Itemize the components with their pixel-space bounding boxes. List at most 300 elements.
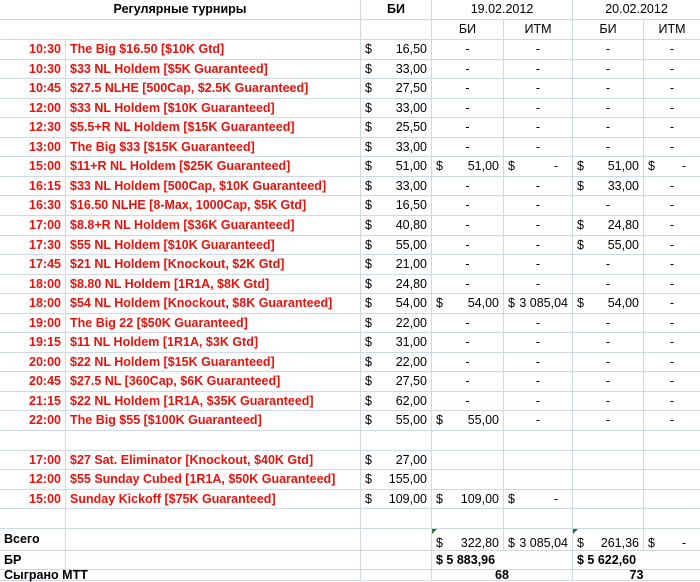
day2-itm-cell[interactable] [644, 392, 700, 411]
blank-cell[interactable] [66, 529, 361, 551]
cell-value: 16,50 [395, 198, 427, 212]
day2-itm-cell[interactable] [644, 294, 700, 314]
day1-itm-cell[interactable] [504, 275, 573, 294]
tournament-time[interactable]: 21:15 [0, 392, 66, 411]
currency-symbol: $ [365, 453, 372, 467]
cell-value: - [681, 536, 686, 550]
day1-bi-cell[interactable] [432, 60, 504, 79]
tournament-name[interactable]: $33 NL Holdem [$5K Guaranteed] [66, 60, 361, 79]
tournament-name[interactable]: Sunday Kickoff [$75K Guaranteed] [66, 490, 361, 509]
cell-value: 54,00 [607, 296, 639, 310]
day2-itm-cell[interactable] [644, 177, 700, 196]
currency-symbol: $ [648, 536, 655, 550]
mtt-day1[interactable]: 68 [432, 570, 573, 581]
tournament-time[interactable]: 17:30 [0, 236, 66, 255]
currency-symbol: $ [436, 159, 443, 173]
tournament-name[interactable]: $54 NL Holdem [Knockout, $8K Guaranteed] [66, 294, 361, 314]
cell-value: 51,00 [395, 159, 427, 173]
buyin-cell[interactable] [361, 314, 432, 333]
currency-symbol: $ [365, 316, 372, 330]
mtt-label[interactable]: Сыграно МТТ [0, 570, 361, 581]
currency-symbol: $ [436, 492, 443, 506]
empty-cell[interactable] [644, 470, 700, 490]
cell-value: - [669, 335, 675, 349]
tournament-time[interactable]: 22:00 [0, 411, 66, 431]
cell-value: 33,00 [607, 179, 639, 193]
currency-symbol: $ [365, 218, 372, 232]
tournament-time[interactable]: 12:00 [0, 99, 66, 118]
empty-cell[interactable] [432, 451, 504, 470]
blank-cell[interactable] [361, 570, 432, 581]
tournament-name[interactable]: The Big $16.50 [$10K Gtd] [66, 40, 361, 60]
cell-value: - [605, 42, 611, 56]
day2-bi-cell[interactable] [573, 255, 644, 275]
day1-bi-cell[interactable] [432, 333, 504, 353]
header-date-1[interactable]: 19.02.2012 [432, 0, 573, 20]
cell-value: - [465, 355, 470, 369]
day1-itm-cell[interactable] [504, 79, 573, 99]
cell-value: 40,80 [395, 218, 427, 232]
day2-itm-cell[interactable] [644, 99, 700, 118]
header-bi[interactable]: БИ [361, 0, 432, 20]
cell-value: - [669, 81, 675, 95]
tournament-name[interactable]: The Big $55 [$100K Guaranteed] [66, 411, 361, 431]
day1-itm-cell[interactable] [504, 99, 573, 118]
buyin-cell[interactable] [361, 236, 432, 255]
br-day2[interactable]: $ 5 622,60 [573, 551, 700, 570]
tournament-name[interactable]: $33 NL Holdem [$10K Guaranteed] [66, 99, 361, 118]
day2-bi-cell[interactable] [573, 157, 644, 177]
cell-value: 55,00 [395, 238, 427, 252]
currency-symbol: $ [365, 101, 372, 115]
day1-bi-cell[interactable] [432, 79, 504, 99]
blank-cell[interactable] [66, 551, 361, 570]
day1-itm-cell[interactable] [504, 138, 573, 157]
cell-value: - [535, 218, 541, 232]
header-blank[interactable] [361, 20, 432, 40]
blank-cell[interactable] [644, 431, 700, 451]
buyin-cell[interactable] [361, 255, 432, 275]
buyin-cell[interactable] [361, 333, 432, 353]
cell-value: - [669, 140, 675, 154]
tournament-name[interactable]: $55 Sunday Cubed [1R1A, $50K Guaranteed] [66, 470, 361, 490]
buyin-cell[interactable] [361, 294, 432, 314]
cell-value: - [465, 81, 470, 95]
empty-cell[interactable] [504, 470, 573, 490]
currency-symbol: $ [577, 238, 584, 252]
empty-cell[interactable] [644, 451, 700, 470]
empty-cell[interactable] [573, 490, 644, 509]
day1-bi-cell[interactable] [432, 40, 504, 60]
day2-itm-cell[interactable] [644, 196, 700, 216]
empty-cell[interactable] [573, 451, 644, 470]
day1-bi-cell[interactable] [432, 216, 504, 236]
empty-cell[interactable] [644, 490, 700, 509]
day1-bi-cell[interactable] [432, 236, 504, 255]
currency-symbol: $ [365, 42, 372, 56]
buyin-cell[interactable] [361, 79, 432, 99]
header-blank[interactable] [0, 20, 361, 40]
day1-bi-cell[interactable] [432, 196, 504, 216]
cell-value: - [535, 413, 541, 427]
day1-bi-cell[interactable] [432, 314, 504, 333]
day2-itm-cell[interactable] [644, 333, 700, 353]
buyin-cell[interactable] [361, 372, 432, 392]
tournament-name[interactable]: $27 Sat. Eliminator [Knockout, $40K Gtd] [66, 451, 361, 470]
tournament-name[interactable]: $22 NL Holdem [1R1A, $35K Guaranteed] [66, 392, 361, 411]
cell-value: 54,00 [467, 296, 499, 310]
buyin-cell[interactable] [361, 40, 432, 60]
tournament-time[interactable]: 15:00 [0, 490, 66, 509]
day2-itm-cell[interactable] [644, 60, 700, 79]
mtt-day2[interactable]: 73 [573, 570, 700, 581]
header-sub-bi[interactable]: БИ [432, 20, 504, 40]
header-sub-bi[interactable]: БИ [573, 20, 644, 40]
tournament-time[interactable]: 13:00 [0, 138, 66, 157]
tournament-time[interactable]: 10:30 [0, 60, 66, 79]
blank-cell[interactable] [66, 431, 361, 451]
day2-bi-cell[interactable] [573, 333, 644, 353]
blank-cell[interactable] [432, 509, 504, 529]
tournament-name[interactable]: $5.5+R NL Holdem [$15K Guaranteed] [66, 118, 361, 138]
day1-bi-cell[interactable] [432, 392, 504, 411]
blank-cell[interactable] [361, 551, 432, 570]
day2-bi-cell[interactable] [573, 40, 644, 60]
day2-bi-cell[interactable] [573, 353, 644, 372]
cell-value: - [605, 316, 611, 330]
buyin-cell[interactable] [361, 60, 432, 79]
currency-symbol: $ [365, 374, 372, 388]
day2-bi-cell[interactable] [573, 196, 644, 216]
blank-cell[interactable] [504, 509, 573, 529]
cell-value: - [535, 120, 541, 134]
cell-value: - [535, 335, 541, 349]
br-label[interactable]: БР [0, 551, 66, 570]
currency-symbol: $ [365, 198, 372, 212]
cell-value: 155,00 [388, 472, 427, 486]
tournament-time[interactable]: 12:00 [0, 470, 66, 490]
day1-itm-cell[interactable] [504, 196, 573, 216]
day1-itm-cell[interactable] [504, 60, 573, 79]
day1-bi-cell[interactable] [432, 411, 504, 431]
currency-symbol: $ [365, 394, 372, 408]
total-day1-bi[interactable] [432, 529, 504, 551]
buyin-cell[interactable] [361, 138, 432, 157]
day1-itm-cell[interactable] [504, 118, 573, 138]
cell-value: - [465, 218, 470, 232]
buyin-cell[interactable] [361, 157, 432, 177]
day1-itm-cell[interactable] [504, 236, 573, 255]
blank-cell[interactable] [66, 509, 361, 529]
day2-bi-cell[interactable] [573, 275, 644, 294]
cell-value: - [535, 257, 541, 271]
day2-bi-cell[interactable] [573, 392, 644, 411]
cell-value: 22,00 [395, 316, 427, 330]
tournament-time[interactable]: 17:45 [0, 255, 66, 275]
cell-value: - [465, 62, 470, 76]
cell-value: 55,00 [607, 238, 639, 252]
cell-value: - [535, 140, 541, 154]
tournament-time[interactable]: 20:00 [0, 353, 66, 372]
cell-value: 27,00 [395, 453, 427, 467]
cell-value: - [669, 316, 675, 330]
day1-bi-cell[interactable] [432, 157, 504, 177]
cell-value: - [465, 394, 470, 408]
day2-itm-cell[interactable] [644, 255, 700, 275]
buyin-cell[interactable] [361, 451, 432, 470]
cell-value: - [553, 492, 558, 506]
tournament-name[interactable]: $8.80 NL Holdem [1R1A, $8K Gtd] [66, 275, 361, 294]
day2-bi-cell[interactable] [573, 99, 644, 118]
cell-value: - [605, 257, 611, 271]
header-date-2[interactable]: 20.02.2012 [573, 0, 700, 20]
buyin-cell[interactable] [361, 216, 432, 236]
cell-value: - [465, 179, 470, 193]
cell-value: 62,00 [395, 394, 427, 408]
cell-value: - [669, 62, 675, 76]
day2-itm-cell[interactable] [644, 353, 700, 372]
tournament-time[interactable]: 17:00 [0, 451, 66, 470]
buyin-cell[interactable] [361, 99, 432, 118]
blank-cell[interactable] [644, 509, 700, 529]
cell-value: - [465, 257, 470, 271]
currency-symbol: $ [508, 536, 515, 550]
currency-symbol: $ [577, 536, 584, 550]
day1-itm-cell[interactable] [504, 372, 573, 392]
tournament-name[interactable]: $33 NL Holdem [500Cap, $10K Guaranteed] [66, 177, 361, 196]
cell-value: 55,00 [395, 413, 427, 427]
day1-bi-cell[interactable] [432, 99, 504, 118]
blank-cell[interactable] [573, 431, 644, 451]
cell-value: - [605, 413, 611, 427]
currency-symbol: $ [365, 296, 372, 310]
blank-cell[interactable] [361, 431, 432, 451]
day1-itm-cell[interactable] [504, 411, 573, 431]
tournament-time[interactable]: 16:15 [0, 177, 66, 196]
tournament-time[interactable]: 18:00 [0, 275, 66, 294]
day2-itm-cell[interactable] [644, 138, 700, 157]
buyin-cell[interactable] [361, 177, 432, 196]
cell-value: - [535, 316, 541, 330]
buyin-cell[interactable] [361, 490, 432, 509]
tournament-name[interactable]: The Big 22 [$50K Guaranteed] [66, 314, 361, 333]
tournament-name[interactable]: $21 NL Holdem [Knockout, $2K Gtd] [66, 255, 361, 275]
blank-cell[interactable] [361, 529, 432, 551]
tournament-name[interactable]: $27.5 NLHE [500Cap, $2.5K Guaranteed] [66, 79, 361, 99]
currency-symbol: $ [648, 159, 655, 173]
cell-value: - [669, 120, 675, 134]
currency-symbol: $ [365, 335, 372, 349]
buyin-cell[interactable] [361, 275, 432, 294]
cell-value: - [669, 296, 675, 310]
day1-itm-cell[interactable] [504, 255, 573, 275]
empty-cell[interactable] [573, 470, 644, 490]
day2-bi-cell[interactable] [573, 411, 644, 431]
day2-bi-cell[interactable] [573, 314, 644, 333]
total-day2-bi[interactable] [573, 529, 644, 551]
blank-cell[interactable] [361, 509, 432, 529]
tournament-name[interactable]: $22 NL Holdem [$15K Guaranteed] [66, 353, 361, 372]
buyin-cell[interactable] [361, 392, 432, 411]
day2-itm-cell[interactable] [644, 275, 700, 294]
day1-itm-cell[interactable] [504, 294, 573, 314]
cell-value: - [465, 101, 470, 115]
cell-value: 109,00 [460, 492, 499, 506]
tournament-time[interactable]: 16:30 [0, 196, 66, 216]
cell-value: 22,00 [395, 355, 427, 369]
currency-symbol: $ [577, 218, 584, 232]
totals-label[interactable]: Всего [0, 529, 66, 551]
currency-symbol: $ [365, 257, 372, 271]
day2-itm-cell[interactable] [644, 236, 700, 255]
currency-symbol: $ [365, 492, 372, 506]
cell-value: - [669, 218, 675, 232]
buyin-cell[interactable] [361, 353, 432, 372]
tournament-name[interactable]: $16.50 NLHE [8-Max, 1000Cap, $5K Gtd] [66, 196, 361, 216]
cell-value: - [535, 81, 541, 95]
cell-value: 51,00 [467, 159, 499, 173]
total-day1-itm[interactable] [504, 529, 573, 551]
tournament-time[interactable]: 15:00 [0, 157, 66, 177]
header-title[interactable]: Регулярные турниры [0, 0, 361, 20]
day1-bi-cell[interactable] [432, 353, 504, 372]
day1-itm-cell[interactable] [504, 353, 573, 372]
day1-bi-cell[interactable] [432, 372, 504, 392]
day2-itm-cell[interactable] [644, 157, 700, 177]
day2-bi-cell[interactable] [573, 177, 644, 196]
tournament-name[interactable]: $11 NL Holdem [1R1A, $3K Gtd] [66, 333, 361, 353]
cell-value: 54,00 [395, 296, 427, 310]
cell-value: - [535, 42, 541, 56]
cell-value: - [605, 374, 611, 388]
day2-itm-cell[interactable] [644, 216, 700, 236]
day2-itm-cell[interactable] [644, 314, 700, 333]
cell-value: 33,00 [395, 140, 427, 154]
cell-value: - [605, 140, 611, 154]
formula-indicator-icon [432, 529, 437, 534]
cell-value: - [669, 198, 675, 212]
day1-itm-cell[interactable] [504, 177, 573, 196]
tournament-time[interactable]: 18:00 [0, 294, 66, 314]
buyin-cell[interactable] [361, 411, 432, 431]
tournament-time[interactable]: 19:00 [0, 314, 66, 333]
day1-itm-cell[interactable] [504, 216, 573, 236]
day2-bi-cell[interactable] [573, 236, 644, 255]
blank-cell[interactable] [432, 431, 504, 451]
day1-bi-cell[interactable] [432, 294, 504, 314]
cell-value: 16,50 [395, 42, 427, 56]
header-sub-itm[interactable]: ИТМ [504, 20, 573, 40]
cell-value: - [465, 277, 470, 291]
empty-cell[interactable] [504, 451, 573, 470]
day1-bi-cell[interactable] [432, 255, 504, 275]
cell-value: 55,00 [467, 413, 499, 427]
tournament-time[interactable]: 17:00 [0, 216, 66, 236]
buyin-cell[interactable] [361, 118, 432, 138]
cell-value: 21,00 [395, 257, 427, 271]
tournament-name[interactable]: $8.8+R NL Holdem [$36K Guaranteed] [66, 216, 361, 236]
cell-value: - [669, 355, 675, 369]
day1-itm-cell[interactable] [504, 157, 573, 177]
tournament-time[interactable]: 12:30 [0, 118, 66, 138]
buyin-cell[interactable] [361, 470, 432, 490]
day2-bi-cell[interactable] [573, 138, 644, 157]
currency-symbol: $ [508, 159, 515, 173]
day1-bi-cell[interactable] [432, 275, 504, 294]
cell-value: - [605, 120, 611, 134]
currency-symbol: $ [365, 159, 372, 173]
day2-itm-cell[interactable] [644, 118, 700, 138]
header-sub-itm[interactable]: ИТМ [644, 20, 700, 40]
tournament-time[interactable]: 19:15 [0, 333, 66, 353]
tournament-name[interactable]: The Big $33 [$15K Guaranteed] [66, 138, 361, 157]
tournament-time[interactable]: 10:30 [0, 40, 66, 60]
day2-bi-cell[interactable] [573, 118, 644, 138]
tournament-name[interactable]: $11+R NL Holdem [$25K Guaranteed] [66, 157, 361, 177]
blank-cell[interactable] [504, 431, 573, 451]
cell-value: - [465, 42, 470, 56]
currency-symbol: $ [508, 492, 515, 506]
day1-bi-cell[interactable] [432, 177, 504, 196]
cell-value: - [535, 277, 541, 291]
cell-value: 27,50 [395, 81, 427, 95]
day2-itm-cell[interactable] [644, 372, 700, 392]
tournament-time[interactable]: 20:45 [0, 372, 66, 392]
tournament-name[interactable]: $27.5 NL [360Cap, $6K Guaranteed] [66, 372, 361, 392]
cell-value: - [535, 355, 541, 369]
buyin-cell[interactable] [361, 196, 432, 216]
blank-cell[interactable] [0, 431, 66, 451]
br-day1[interactable]: $ 5 883,96 [432, 551, 573, 570]
cell-value: 24,80 [607, 218, 639, 232]
day2-itm-cell[interactable] [644, 40, 700, 60]
currency-symbol: $ [577, 179, 584, 193]
cell-value: - [605, 81, 611, 95]
day1-bi-cell[interactable] [432, 138, 504, 157]
day2-bi-cell[interactable] [573, 79, 644, 99]
tournament-time[interactable]: 10:45 [0, 79, 66, 99]
currency-symbol: $ [365, 472, 372, 486]
day1-itm-cell[interactable] [504, 40, 573, 60]
day1-bi-cell[interactable] [432, 118, 504, 138]
day2-bi-cell[interactable] [573, 60, 644, 79]
currency-symbol: $ [436, 413, 443, 427]
day1-itm-cell[interactable] [504, 392, 573, 411]
day1-bi-cell[interactable] [432, 490, 504, 509]
cell-value: - [465, 335, 470, 349]
cell-value: - [605, 101, 611, 115]
day1-itm-cell[interactable] [504, 333, 573, 353]
day1-itm-cell[interactable] [504, 490, 573, 509]
cell-value: - [669, 238, 675, 252]
currency-symbol: $ [365, 179, 372, 193]
cell-value: - [535, 62, 541, 76]
total-day2-itm[interactable] [644, 529, 700, 551]
blank-cell[interactable] [0, 509, 66, 529]
day2-itm-cell[interactable] [644, 79, 700, 99]
empty-cell[interactable] [432, 470, 504, 490]
currency-symbol: $ [365, 62, 372, 76]
day2-bi-cell[interactable] [573, 216, 644, 236]
day2-bi-cell[interactable] [573, 294, 644, 314]
day2-itm-cell[interactable] [644, 411, 700, 431]
day1-itm-cell[interactable] [504, 314, 573, 333]
cell-value: - [669, 179, 675, 193]
tournament-name[interactable]: $55 NL Holdem [$10K Guaranteed] [66, 236, 361, 255]
blank-cell[interactable] [573, 509, 644, 529]
cell-value: 109,00 [388, 492, 427, 506]
day2-bi-cell[interactable] [573, 372, 644, 392]
